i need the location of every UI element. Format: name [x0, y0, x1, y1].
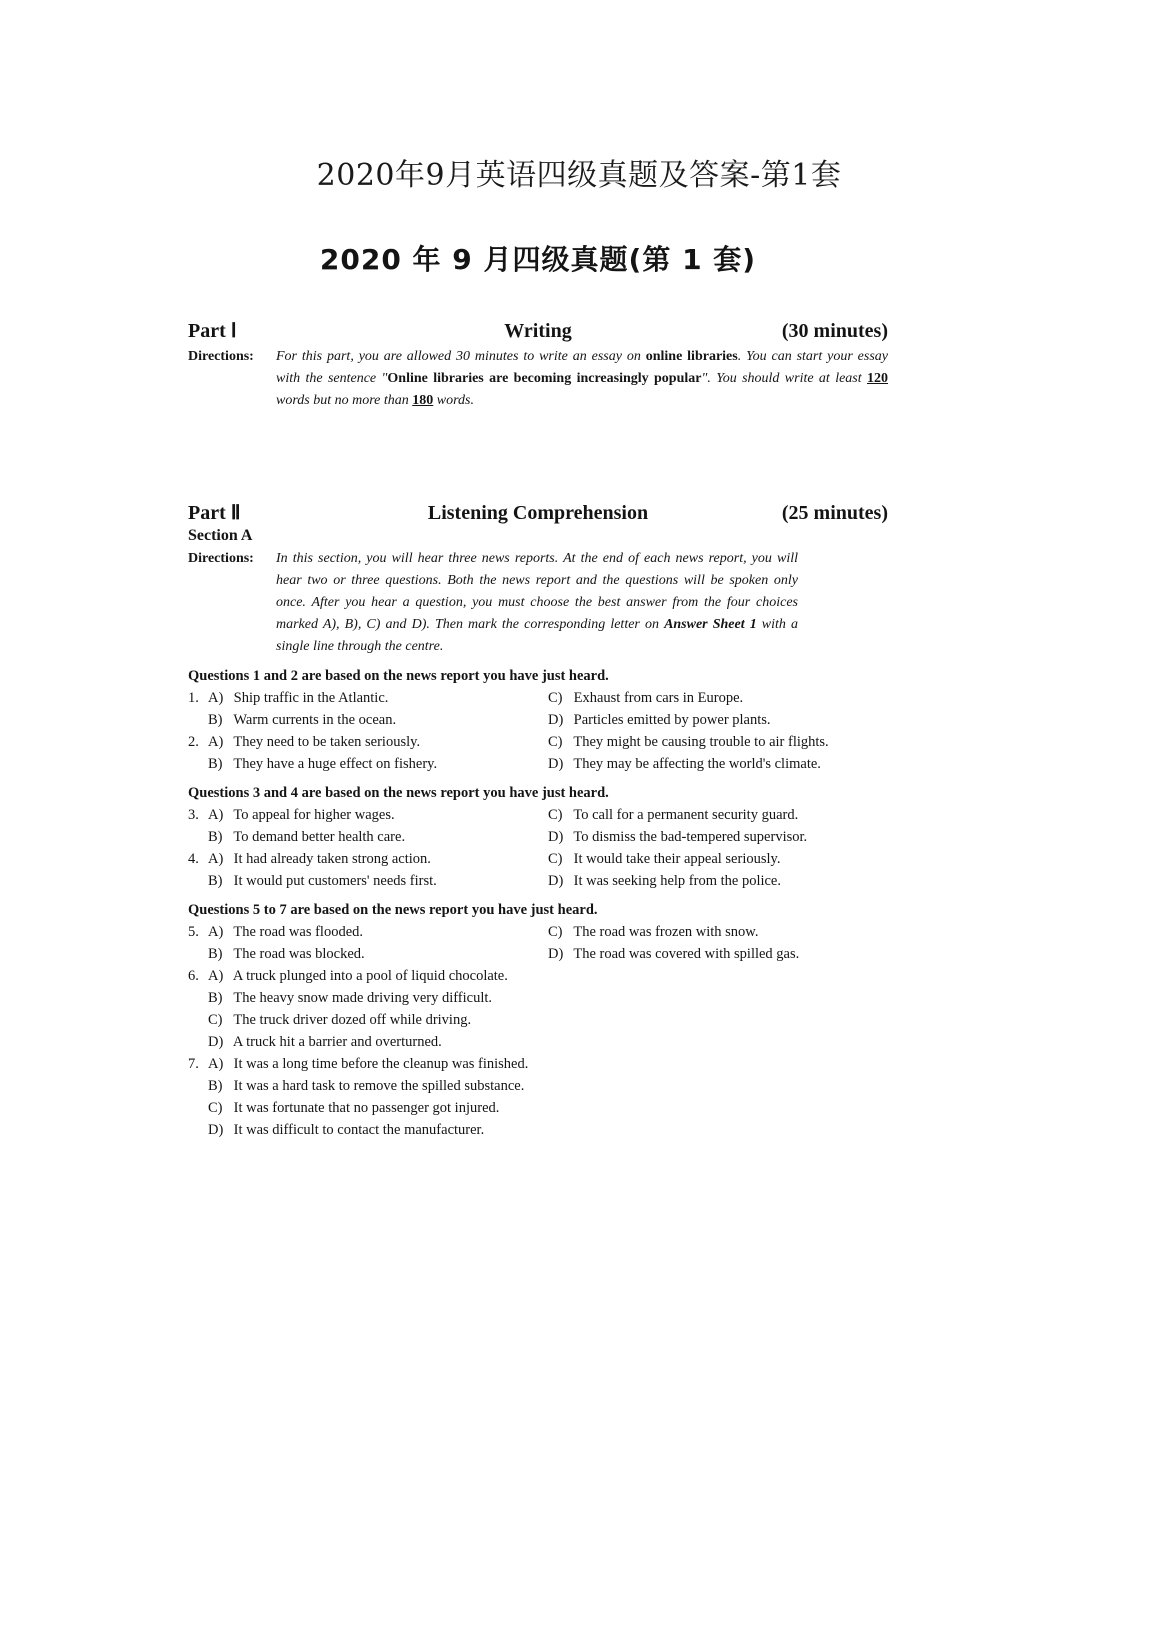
option-letter: A): [208, 1056, 224, 1072]
option-text: They have a huge effect on fishery.: [233, 756, 438, 772]
option-text: They might be causing trouble to air flights.: [573, 734, 829, 750]
option: [188, 987, 888, 1009]
option-letter: A): [208, 924, 224, 940]
option: [548, 943, 888, 965]
dir-text-3: ". You should write at least: [701, 371, 867, 386]
option-letter: A): [208, 734, 224, 750]
option: [188, 687, 548, 709]
dir-text-1: In this section, you will hear three news reports. At the end of each news report, you will hear two or three questions. Both the news report and the questions will be spoken only once. After you hear a question, you must choose the best answer from the four choices marked A), B), C) and D). Then mark the corresponding letter on: [276, 551, 798, 632]
option-text: The road was covered with spilled gas.: [573, 946, 800, 962]
part2-header: [188, 500, 888, 525]
part2-directions-text: [276, 548, 888, 658]
answer-sheet-ref: Answer Sheet 1: [664, 617, 757, 632]
option-letter: D): [548, 756, 564, 772]
option-text: The road was frozen with snow.: [573, 924, 759, 940]
option: [548, 826, 888, 848]
option-letter: B): [208, 756, 223, 772]
option-letter: C): [208, 1012, 223, 1028]
question-number: 5.: [188, 924, 199, 940]
option-text: A truck plunged into a pool of liquid chocolate.: [232, 968, 508, 984]
option-text: It was seeking help from the police.: [573, 873, 781, 889]
dir-text-2: with a single line through the centre.: [276, 617, 798, 654]
dir-text-2: . You can start your essay with the sentence ": [276, 349, 888, 386]
essay-opening-sentence: Online libraries are becoming increasingly popular: [387, 371, 702, 386]
option: [188, 826, 548, 848]
question-number: 7.: [188, 1056, 199, 1072]
option-text: It was a long time before the cleanup was finished.: [233, 1056, 529, 1072]
option: [548, 848, 888, 870]
option-text: It would put customers' needs first.: [233, 873, 437, 889]
question-group-header: Questions 5 to 7 are based on the news report you have just heard.: [188, 902, 598, 918]
option: [188, 1097, 888, 1119]
dir-text-1: For this part, you are allowed 30 minutes to write an essay on: [276, 349, 646, 364]
question-group-header: Questions 3 and 4 are based on the news report you have just heard.: [188, 785, 609, 801]
question-number: 4.: [188, 851, 199, 867]
option-text: To appeal for higher wages.: [233, 807, 395, 823]
option-text: The road was flooded.: [233, 924, 364, 940]
option-text: The heavy snow made driving very difficult.: [233, 990, 493, 1006]
directions-label: Directions:: [188, 551, 254, 566]
max-words: 180: [412, 393, 434, 408]
option: [188, 709, 548, 731]
option-text: Ship traffic in the Atlantic.: [233, 690, 389, 706]
option: [188, 1119, 888, 1141]
option-text: It would take their appeal seriously.: [573, 851, 781, 867]
option: [188, 1075, 888, 1097]
option: [548, 731, 888, 753]
option-letter: B): [208, 990, 223, 1006]
question-number: 3.: [188, 807, 199, 823]
option-text: It was difficult to contact the manufacturer.: [233, 1122, 485, 1138]
option-letter: C): [548, 807, 563, 823]
question-grid: [188, 687, 888, 775]
option-letter: B): [208, 946, 223, 962]
part2-name: Listening Comprehension: [427, 502, 649, 524]
option-letter: D): [208, 1034, 224, 1050]
question-grid: [188, 804, 888, 892]
question-number: 6.: [188, 968, 199, 984]
option-letter: C): [548, 690, 563, 706]
option: [188, 804, 548, 826]
option: [188, 965, 888, 987]
option: [548, 804, 888, 826]
exam-title: 2020 年 9 月四级真题(第 1 套): [319, 243, 757, 276]
min-words: 120: [867, 371, 888, 386]
option-letter: C): [548, 851, 563, 867]
section-a-label: Section A: [188, 527, 253, 544]
option: [548, 709, 888, 731]
dir-text-4: words but no more than: [276, 393, 413, 408]
option-letter: A): [208, 690, 224, 706]
option: [188, 1053, 888, 1075]
part2-directions: [188, 548, 888, 658]
option-text: They may be affecting the world's climate.: [573, 756, 821, 772]
option-letter: A): [208, 807, 224, 823]
option-letter: C): [548, 734, 563, 750]
option-text: To demand better health care.: [233, 829, 406, 845]
option: [548, 870, 888, 892]
option: [188, 943, 548, 965]
option: [188, 731, 548, 753]
exam-scan: [188, 238, 888, 1141]
option-text: To dismiss the bad-tempered supervisor.: [573, 829, 808, 845]
part1-label: Part Ⅰ: [188, 320, 237, 342]
dir-text-5: words.: [433, 393, 474, 408]
option: [188, 870, 548, 892]
question-number: 1.: [188, 690, 199, 706]
question-number: 2.: [188, 734, 199, 750]
question-list: [188, 965, 888, 1141]
option-text: The truck driver dozed off while driving.: [233, 1012, 472, 1028]
option-letter: D): [548, 712, 564, 728]
part2-time: (25 minutes): [781, 502, 888, 524]
option-letter: D): [548, 829, 564, 845]
option-text: Exhaust from cars in Europe.: [573, 690, 744, 706]
option-text: They need to be taken seriously.: [233, 734, 421, 750]
option: [548, 921, 888, 943]
part1-name: Writing: [504, 320, 572, 342]
option-letter: D): [548, 946, 564, 962]
option-letter: C): [548, 924, 563, 940]
option-letter: B): [208, 1078, 223, 1094]
option-text: It was a hard task to remove the spilled substance.: [233, 1078, 525, 1094]
option-letter: A): [208, 851, 224, 867]
option-letter: D): [208, 1122, 224, 1138]
option-text: To call for a permanent security guard.: [573, 807, 799, 823]
option-text: Warm currents in the ocean.: [233, 712, 397, 728]
part1-time: (30 minutes): [781, 320, 888, 342]
part1-header: [188, 318, 888, 343]
option-text: It had already taken strong action.: [233, 851, 431, 867]
part1-directions: [188, 346, 888, 412]
option-text: Particles emitted by power plants.: [573, 712, 771, 728]
option-text: It was fortunate that no passenger got injured.: [233, 1100, 500, 1116]
question-grid: [188, 921, 888, 965]
directions-label: Directions:: [188, 349, 254, 364]
option-text: A truck hit a barrier and overturned.: [232, 1034, 442, 1050]
essay-topic: online libraries: [645, 349, 738, 364]
option: [548, 753, 888, 775]
option: [188, 848, 548, 870]
option-text: The road was blocked.: [233, 946, 365, 962]
option-letter: B): [208, 873, 223, 889]
option: [188, 753, 548, 775]
option-letter: B): [208, 829, 223, 845]
part2-label: Part Ⅱ: [188, 502, 241, 524]
option: [188, 1031, 888, 1053]
option: [548, 687, 888, 709]
document-title: 2020年9月英语四级真题及答案-第1套: [316, 158, 842, 193]
option: [188, 1009, 888, 1031]
option: [188, 921, 548, 943]
option-letter: C): [208, 1100, 223, 1116]
option-letter: B): [208, 712, 223, 728]
option-letter: D): [548, 873, 564, 889]
option-letter: A): [208, 968, 224, 984]
part1-directions-text: [276, 346, 888, 412]
question-group-header: Questions 1 and 2 are based on the news report you have just heard.: [188, 668, 609, 684]
